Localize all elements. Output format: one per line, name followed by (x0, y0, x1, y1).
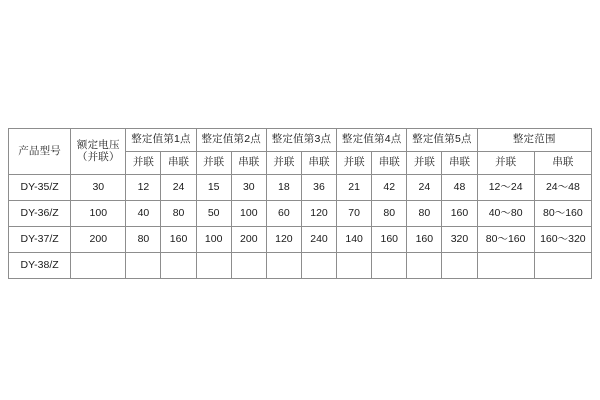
cell-range-series: 160～320 (534, 227, 591, 253)
subheader-range-parallel: 并联 (477, 152, 534, 175)
cell-value: 50 (196, 201, 231, 227)
subheader-4-parallel: 并联 (337, 152, 372, 175)
header-rated-voltage (71, 129, 126, 175)
cell-value: 80 (161, 201, 196, 227)
cell-value: 24 (161, 175, 196, 201)
cell-value: 18 (266, 175, 301, 201)
header-row-groups (9, 129, 592, 152)
header-group-set-point-3: 整定值第3点 (266, 129, 336, 152)
cell-value (266, 253, 301, 279)
cell-value (407, 253, 442, 279)
cell-voltage: 30 (71, 175, 126, 201)
cell-value: 100 (196, 227, 231, 253)
cell-value (161, 253, 196, 279)
cell-value: 36 (301, 175, 336, 201)
cell-value (231, 253, 266, 279)
subheader-4-series: 串联 (372, 152, 407, 175)
cell-value (372, 253, 407, 279)
subheader-range-series: 串联 (534, 152, 591, 175)
header-group-set-point-1: 整定值第1点 (126, 129, 196, 152)
relay-specification-table (8, 128, 592, 279)
cell-model: DY-38/Z (9, 253, 71, 279)
subheader-2-series: 串联 (231, 152, 266, 175)
cell-voltage (71, 253, 126, 279)
cell-value: 12 (126, 175, 161, 201)
cell-value: 80 (372, 201, 407, 227)
subheader-3-parallel: 并联 (266, 152, 301, 175)
cell-range-series: 80～160 (534, 201, 591, 227)
header-rated-voltage-line1: 额定电压 (76, 138, 120, 151)
cell-value: 60 (266, 201, 301, 227)
cell-value: 160 (372, 227, 407, 253)
cell-value: 24 (407, 175, 442, 201)
cell-value (126, 253, 161, 279)
spec-table-container (8, 128, 592, 279)
subheader-1-parallel: 并联 (126, 152, 161, 175)
header-group-set-point-5: 整定值第5点 (407, 129, 477, 152)
subheader-1-series: 串联 (161, 152, 196, 175)
cell-value: 21 (337, 175, 372, 201)
header-group-set-point-4: 整定值第4点 (337, 129, 407, 152)
cell-value (442, 253, 477, 279)
cell-value: 320 (442, 227, 477, 253)
cell-value: 240 (301, 227, 336, 253)
cell-value: 30 (231, 175, 266, 201)
header-group-setting-range: 整定范围 (477, 129, 591, 152)
cell-range-parallel (477, 253, 534, 279)
header-group-set-point-2: 整定值第2点 (196, 129, 266, 152)
cell-value: 48 (442, 175, 477, 201)
cell-voltage: 100 (71, 201, 126, 227)
cell-range-parallel: 80～160 (477, 227, 534, 253)
cell-model: DY-35/Z (9, 175, 71, 201)
cell-value (337, 253, 372, 279)
cell-voltage: 200 (71, 227, 126, 253)
cell-value: 160 (407, 227, 442, 253)
cell-value: 140 (337, 227, 372, 253)
cell-model: DY-37/Z (9, 227, 71, 253)
subheader-5-parallel: 并联 (407, 152, 442, 175)
cell-model: DY-36/Z (9, 201, 71, 227)
cell-range-parallel: 12～24 (477, 175, 534, 201)
cell-value: 200 (231, 227, 266, 253)
table-row (9, 227, 592, 253)
subheader-2-parallel: 并联 (196, 152, 231, 175)
subheader-5-series: 串联 (442, 152, 477, 175)
cell-value: 80 (407, 201, 442, 227)
header-model: 产品型号 (9, 129, 71, 175)
cell-value: 42 (372, 175, 407, 201)
subheader-3-series: 串联 (301, 152, 336, 175)
cell-range-series (534, 253, 591, 279)
cell-value: 40 (126, 201, 161, 227)
cell-value: 70 (337, 201, 372, 227)
cell-value: 120 (301, 201, 336, 227)
cell-value: 80 (126, 227, 161, 253)
cell-range-series: 24～48 (534, 175, 591, 201)
table-row (9, 253, 592, 279)
cell-value: 15 (196, 175, 231, 201)
cell-range-parallel: 40～80 (477, 201, 534, 227)
table-row (9, 201, 592, 227)
cell-value (196, 253, 231, 279)
cell-value (301, 253, 336, 279)
cell-value: 100 (231, 201, 266, 227)
table-row (9, 175, 592, 201)
cell-value: 160 (442, 201, 477, 227)
cell-value: 160 (161, 227, 196, 253)
cell-value: 120 (266, 227, 301, 253)
header-rated-voltage-line2: （并联） (76, 150, 120, 163)
